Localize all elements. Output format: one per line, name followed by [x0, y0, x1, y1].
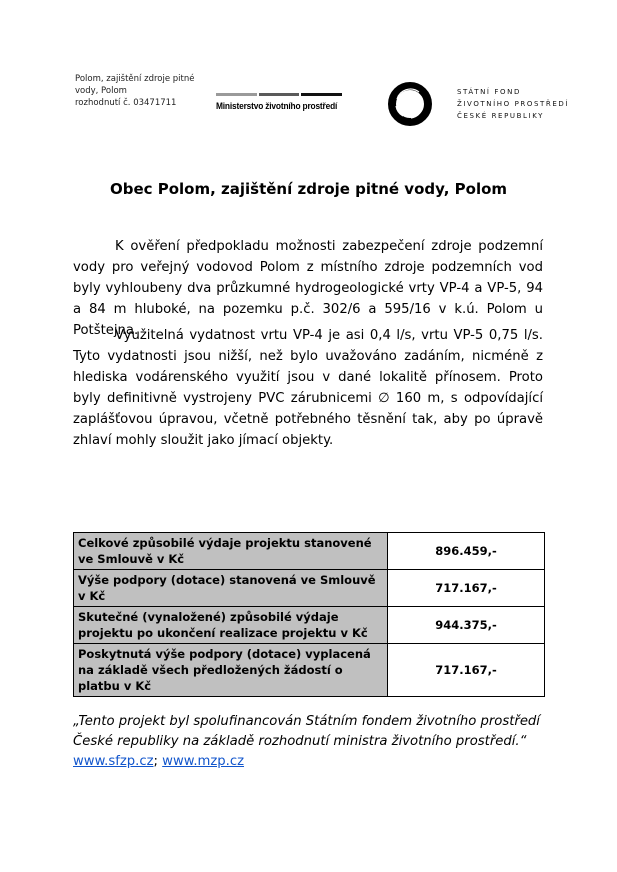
funding-statement-line: České republiky na základě rozhodnutí ministra životního prostředí.“	[73, 734, 527, 749]
table-row	[74, 533, 545, 570]
fund-name-line: ŽIVOTNÍHO PROSTŘEDÍ	[457, 100, 570, 108]
fund-name	[457, 86, 569, 122]
ministry-logo	[216, 93, 342, 112]
paragraph-text: Využitelná vydatnost vrtu VP-4 je asi 0,4 l/s, vrtu VP-5 0,75 l/s. Tyto vydatnosti jsou nižší, než bylo uvažováno zadáním, nicméně z hlediska vodárenského využití jsou v dané lokalitě přínosem. Proto byly definitivně vystrojeny PVC zárubnicemi ∅ 160 m, s odpovídající zaplášťovou úpravou, včetně potřebného těsnění tak, aby po úpravě zhlaví mohly sloužit jako jímací objekty.	[73, 328, 543, 448]
footer-links	[73, 752, 244, 772]
sfzp-link[interactable]: www.sfzp.cz	[73, 754, 154, 769]
sfzp-ring-logo-icon	[385, 79, 435, 129]
row-label: Celkové způsobilé výdaje projektu stanovené ve Smlouvě v Kč	[74, 533, 388, 570]
paragraph	[73, 325, 543, 451]
ministry-name: Ministerstvo životního prostředí	[216, 101, 338, 112]
table-row	[74, 644, 545, 697]
row-value: 896.459,-	[388, 533, 545, 570]
funding-statement-line: „Tento projekt byl spolufinancován Státním fondem životního prostředí	[73, 714, 540, 729]
link-separator: ;	[153, 754, 158, 769]
reference-line: rozhodnutí č. 03471711	[75, 98, 177, 108]
reference-line: vody, Polom	[75, 86, 127, 96]
row-label: Poskytnutá výše podpory (dotace) vyplacená na základě všech předložených žádostí o platbu v Kč	[74, 644, 388, 697]
fund-logo	[385, 79, 569, 129]
row-value: 717.167,-	[388, 644, 545, 697]
paragraph-text: K ověření předpokladu možnosti zabezpečení zdroje podzemní vody pro veřejný vodovod Polom z místního zdroje podzemních vod byly vyhloubeny dva průzkumné hydrogeologické vrty VP-4 a VP-5, 94 a 84 m hluboké, na pozemku p.č. 302/6 a 595/16 v k.ú. Polom u Potštejna.	[73, 239, 543, 338]
mzp-link[interactable]: www.mzp.cz	[162, 754, 245, 769]
row-label: Výše podpory (dotace) stanovená ve Smlouvě v Kč	[74, 570, 388, 607]
row-value: 717.167,-	[388, 570, 545, 607]
table-row	[74, 570, 545, 607]
fund-name-line: STÁTNÍ FOND	[457, 88, 521, 96]
funding-statement	[73, 712, 540, 752]
ministry-logo-bars-icon	[216, 93, 342, 96]
fund-name-line: ČESKÉ REPUBLIKY	[457, 112, 545, 120]
page-title: Obec Polom, zajištění zdroje pitné vody, Polom	[109, 180, 508, 198]
row-label: Skutečné (vynaložené) způsobilé výdaje projektu po ukončení realizace projektu v Kč	[74, 607, 388, 644]
finance-table	[73, 532, 545, 697]
document-reference	[75, 73, 194, 109]
table-row	[74, 607, 545, 644]
row-value: 944.375,-	[388, 607, 545, 644]
reference-line: Polom, zajištění zdroje pitné	[75, 74, 195, 84]
